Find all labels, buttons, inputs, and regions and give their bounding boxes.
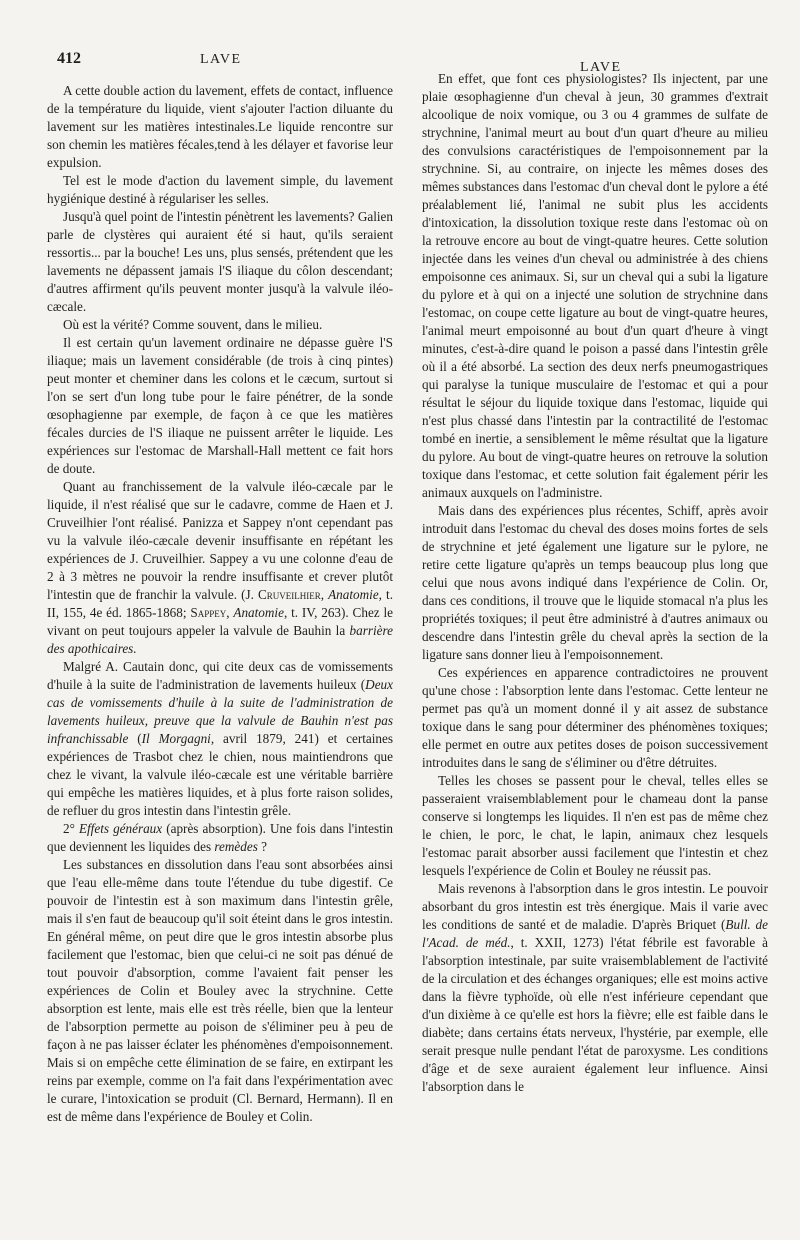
section-heading: Effets généraux [78,821,163,836]
paragraph: Les substances en dissolution dans l'eau sont absorbées ainsi que l'eau elle-même dans toute l'étendue du tube digestif. Ce pouvoir de l'intestin est à son maximum dans l'intestin grêle, mais il s'en faut de beaucoup qu'il soit éteint dans le gros intestin. En général même, on peut dire que le gros intestin absorbe plus facilement que l'estomac, bien que celui-ci ne soit pas dénué de tout pouvoir d'absorption, comme l'avaient fait penser les expériences de Colin et Bouley avec la strychnine. Cette absorption est lente, mais elle est très réelle, bien que la lenteur de l'absorption permette au poison de s'éliminer peu à peu de façon à ne pas laisser éclater les phénomènes d'empoisonnement. Mais si on empêche cette élimination de se faire, en extirpant les reins par exemple, comme on l'a fait dans l'expérimentation avec le curare, l'intoxication se produit (Cl. Bernard, Hermann). Il en est de même dans l'expérience de Bouley et Colin. [47,857,393,1124]
book-title: Anatomie [328,587,379,602]
paragraph: Quant au franchissement de la valvule iléo-cæcale par le liquide, il n'est réalisé que sur le cadavre, comme de Haen et J. Cruveilhier l'ont réalisé. Panizza et Sappey n'ont cependant pas vu la valvule iléo-cæcale devenir insuffisante en répétant les expériences de J. Cruveilhier. Sappey a vu une colonne d'eau de 2 à 3 mètres ne pouvoir la rendre insuffisante et crever plutôt l'intestin que de franchir la valvule. (J. Cruveilhier, Anatomie, t. II, 155, 4e éd. 1865-1868; Sappey, Anatomie, t. IV, 263). Chez le vivant on peut toujours appeler la valvule de Bauhin la barrière des apothicaires. [47,479,394,656]
left-column [47,82,393,1126]
article-title: Deux cas de vomissements d'huile à la suite de l'administration de lavements huileux, preuve que la valvule de Bauhin n'est pas infranchissable [47,677,393,746]
paragraph: Jusqu'à quel point de l'intestin pénètrent les lavements? Galien parle de clystères qui auraient été si haut, qu'ils seraient ressortis... par la bouche! Les uns, plus sensés, prétendent que les lavements ne dépassent jamais l'S iliaque du côlon descendant; d'autres affirment qu'ils peuvent monter jusqu'à la valvule iléo-cæcale. [47,209,393,314]
paragraph: A cette double action du lavement, effets de contact, influence de la température du liquide, vient s'ajouter l'action diluante du lavement sur les matières intestinales.Le liquide rencontre sur son chemin les matières fécales,tend à les délayer et favorise leur expulsion. [47,83,393,170]
paragraph: Ces expériences en apparence contradictoires ne prouvent qu'une chose : l'absorption lente dans l'estomac. Cette lenteur ne permet pas qu'à un moment donné il y ait assez de substance toxique dans le sang pour déterminer des phénomènes toxiques; elle permet en outre aux petites doses de poison successivement introduites dans le sang de s'éliminer ou d'être détruites. [422,665,768,770]
paragraph: En effet, que font ces physiologistes? Ils injectent, par une plaie œsophagienne d'un cheval à jeun, 30 grammes d'extrait alcoolique de noix vomique, ou 3 ou 4 grammes de sulfate de strychnine, l'animal meurt au bout d'un quart d'heure au milieu des convulsions caractéristiques de l'empoisonnement par la strychnine. Si, au contraire, on injecte les mêmes doses des mêmes substances dans l'estomac d'un cheval dont le pylore a été préalablement lié, l'animal ne subit plus les accidents d'intoxication, la dissolution toxique reste dans l'estomac où on la retrouve encore au bout de vingt-quatre heures. Cette solution injectée dans les veines d'un cheval ou administrée à des chiens empoisonne ces animaux. Si, sur un cheval qui a subi la ligature du pylore et à qui on a injecté une solution de strychnine dans l'estomac, on coupe cette ligature au bout de vingt-quatre heures, l'animal meurt empoisonné au bout d'un quart d'heure à vingt minutes, c'est-à-dire quand le poison a passé dans l'intestin grêle où il a été absorbé. La section des deux nerfs pneumogastriques qui paralyse la tunique musculaire de l'estomac et qui a pour résultat le séjour du liquide toxique dans l'estomac, liquide qui n'est plus chassé dans l'intestin par la contractilité de l'estomac tombé en inertie, a sensiblement le même résultat que la ligature du pylore. Au bout de vingt-quatre heures on retrouve la solution toxique dans l'estomac, et cette solution fait également périr les animaux auxquels on l'administre. [422,71,768,500]
paragraph: Où est la vérité? Comme souvent, dans le milieu. [63,317,323,332]
paragraph: Il est certain qu'un lavement ordinaire ne dépasse guère l'S iliaque; mais un lavement considérable (de trois à cinq pintes) peut monter et cheminer dans les colons et le cæcum, surtout si l'on se sert d'un long tube pour le faire pénétrer, de la sonde œsophagienne par exemple, de façon à ce que les matières fécales durcies de l'S iliaque ne puissent arrêter le liquide. Les expériences sur l'estomac de Marshall-Hall mettent ce fait hors de doute. [47,335,393,476]
paragraph: Mais dans des expériences plus récentes, Schiff, après avoir introduit dans l'estomac du cheval des doses moins fortes de sels de strychnine et jeté également une ligature sur le pylore, ne retire cette ligature qu'après un temps beaucoup plus long que celui que nous avons indiqué dans l'expérience de Colin. Or, dans ces conditions, il trouve que le liquide stomacal n'a plus les propriétés toxiques; il peut être administré à d'autres animaux ou descendre dans l'intestin grêle du cheval après la section de la ligature sans donner lieu à l'empoisonnement. [422,503,768,662]
italic-phrase: barrière des apothicaires. [47,623,393,656]
right-column [422,70,768,1096]
paragraph: Malgré A. Cautain donc, qui cite deux cas de vomissements d'huile à la suite de l'administration de lavements huileux (Deux cas de vomissements d'huile à la suite de l'administration de lavements huileux, preuve que la valvule de Bauhin n'est pas infranchissable (Il Morgagni, avril 1879, 241) et certaines expériences de Trasbot chez le chien, nous maintiendrons que chez le vivant, la valvule iléo-cæcale est une véritable barrière qui empêche les matières liquides, et à plus forte raison solides, de refluer du gros intestin dans l'intestin grêle. [47,659,393,818]
running-head-right: LAVE [580,60,622,75]
book-title: Anatomie [233,605,284,620]
author-name: Sappey [190,605,227,620]
journal-reference: Bull. de l'Acad. de méd. [422,917,768,950]
journal-title: Il Morgagni [141,731,211,746]
paragraph: Telles les choses se passent pour le cheval, telles elles se passeraient vraisemblablement pour le chameau dont la panse conserve si longtemps les liquides. Il n'en est pas de même chez le chien, le porc, le chat, le lapin, animaux chez lesquels l'estomac parait absorber aussi facilement que l'intestin et chez lesquels l'expérience de Colin et Bouley ne réussit pas. [422,773,768,878]
italic-word: remèdes [214,839,258,854]
section-heading-paragraph: 2° Effets généraux (après absorption). Une fois dans l'intestin que deviennent les liquides des remèdes ? [47,821,393,854]
paragraph: Tel est le mode d'action du lavement simple, du lavement hygiénique destiné à régulariser les selles. [47,173,393,206]
author-name: Cruveilhier [257,587,321,602]
page-number: 412 [57,50,81,67]
running-head-left: LAVE [200,52,242,67]
paragraph: Mais revenons à l'absorption dans le gros intestin. Le pouvoir absorbant du gros intestin est très énergique. Mais il varie avec les conditions de santé et de maladie. D'après Briquet (Bull. de l'Acad. de méd., t. XXII, 1273) l'état fébrile est favorable à l'absorption intestinale, par suite vraisemblablement de l'activité de la circulation et des échanges organiques; elle est moins active dans la fièvre typhoïde, où elle n'est inférieure cependant que d'un dixième à ce qu'elle est hors la fièvre; elle est faible dans le diabète; dans certains états nerveux, l'hystérie, par exemple, elle serait presque nulle pendant l'état de paroxysme. Les conditions d'âge et de sexe auraient également leur influence. Ainsi l'absorption dans le [422,881,769,1094]
